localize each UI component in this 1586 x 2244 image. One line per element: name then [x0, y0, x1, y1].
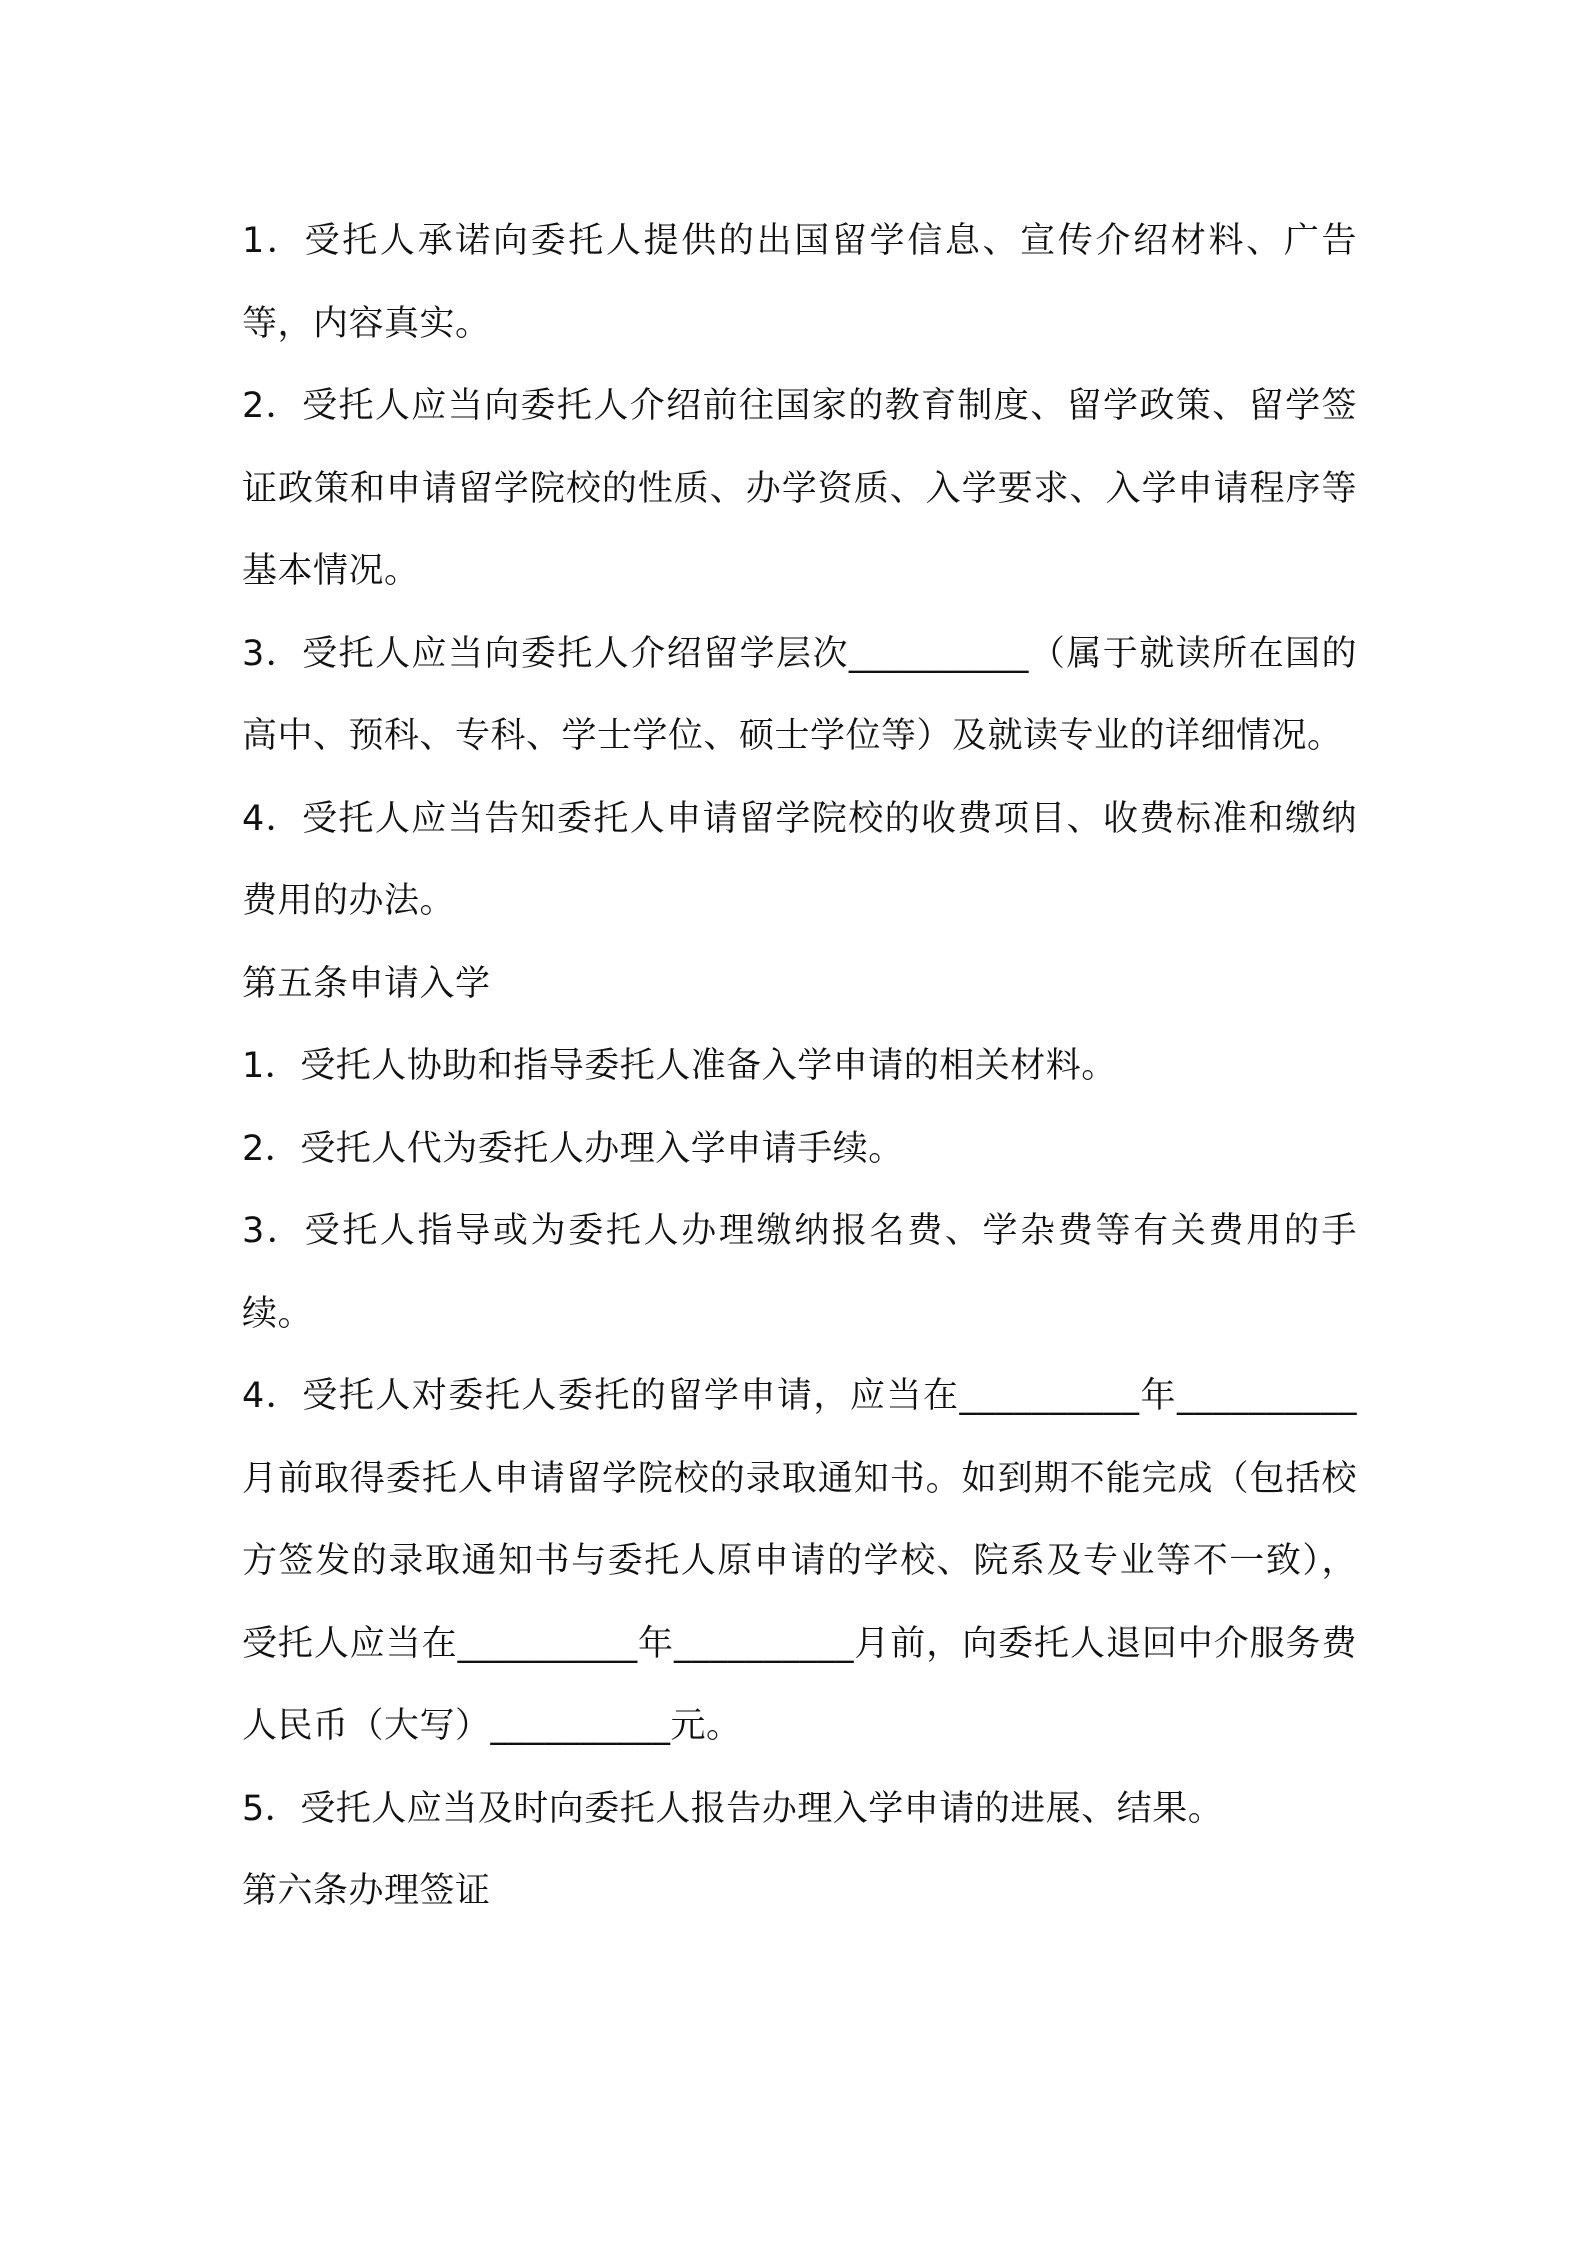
document-body — [242, 200, 1357, 1933]
clause-1-truthful-info: 1．受托人承诺向委托人提供的出国留学信息、宣传介绍材料、广告等，内容真实。 — [242, 221, 1357, 344]
section-heading-article-6: 第六条办理签证 — [242, 1871, 491, 1911]
article-5-item-3: 3．受托人指导或为委托人办理缴纳报名费、学杂费等有关费用的手续。 — [242, 1211, 1357, 1334]
article-5-item-4: 4．受托人对委托人委托的留学申请，应当在__________年__________月前取得委托人申请留学院校的录取通知书。如到期不能完成（包括校方签发的录取通知书与委托人原申请的学校、院系及专业等不一致），受托人应当在__________年__________月前，向委托人退回中介服务费人民币（大写）__________元。 — [242, 1376, 1357, 1746]
article-5-item-1: 1．受托人协助和指导委托人准备入学申请的相关材料。 — [242, 1046, 1117, 1086]
clause-3-study-level: 3．受托人应当向委托人介绍留学层次__________（属于就读所在国的高中、预科、专科、学士学位、硕士学位等）及就读专业的详细情况。 — [242, 633, 1357, 756]
section-heading-article-5: 第五条申请入学 — [242, 963, 491, 1004]
clause-2-country-intro: 2．受托人应当向委托人介绍前往国家的教育制度、留学政策、留学签证政策和申请留学院校的性质、办学资质、入学要求、入学申请程序等基本情况。 — [242, 386, 1357, 591]
clause-4-fees: 4．受托人应当告知委托人申请留学院校的收费项目、收费标准和缴纳费用的办法。 — [242, 798, 1357, 921]
article-5-item-5: 5．受托人应当及时向委托人报告办理入学申请的进展、结果。 — [242, 1788, 1224, 1829]
article-5-item-2: 2．受托人代为委托人办理入学申请手续。 — [242, 1128, 904, 1169]
